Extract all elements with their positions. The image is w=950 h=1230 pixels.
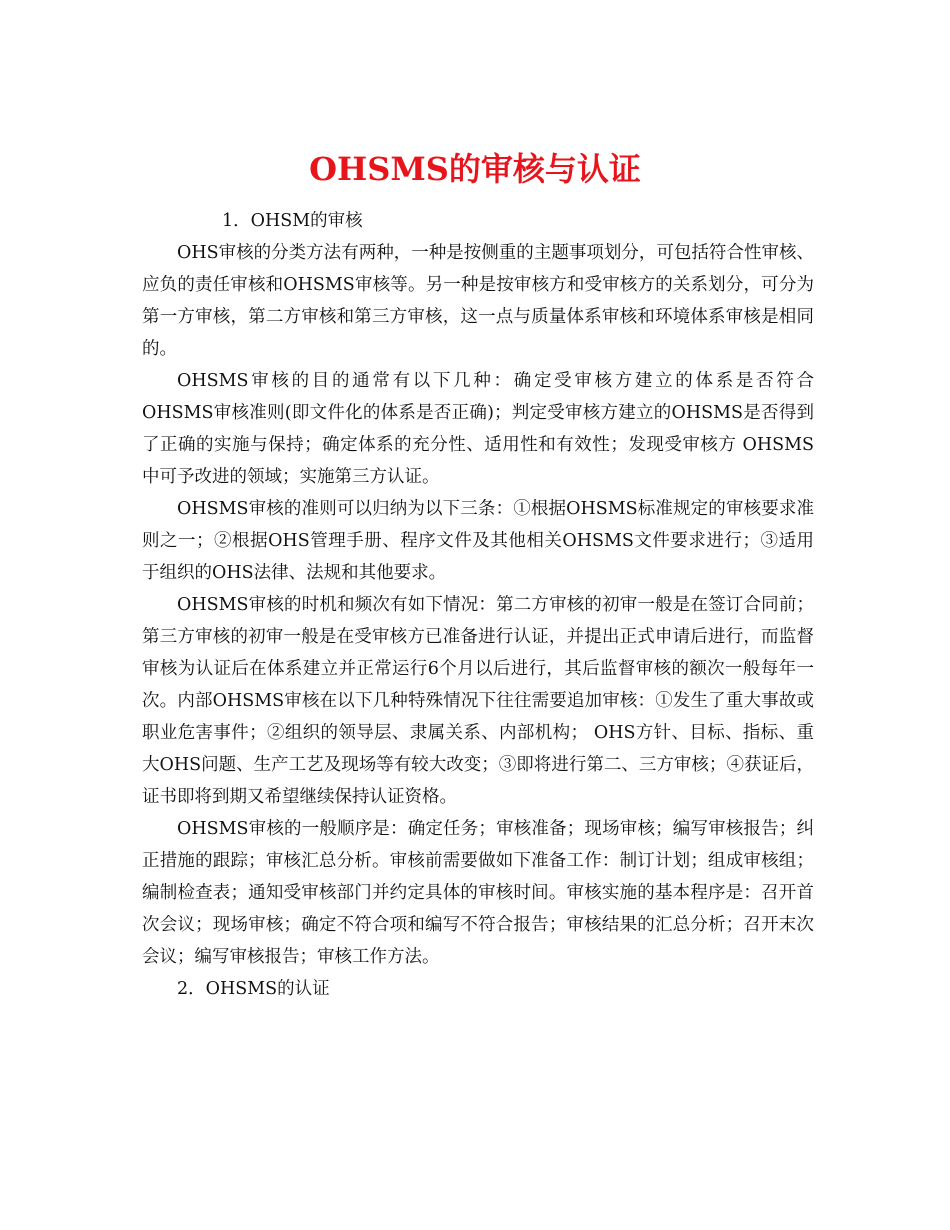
paragraph-audit-criteria: OHSMS审核的准则可以归纳为以下三条：①根据OHSMS标准规定的审核要求准则之一；②根据OHS管理手册、程序文件及其他相关OHSMS文件要求进行；③适用于组织的OHS法律、法规和其他要求。: [142, 499, 814, 583]
section-heading-audit: 1．OHSM的审核: [222, 211, 363, 231]
paragraph-audit-timing: OHSMS审核的时机和频次有如下情况：第二方审核的初审一般是在签订合同前；第三方审核的初审一般是在受审核方已准备进行认证，并提出正式申请后进行，而监督审核为认证后在体系建立并正常运行6个月以后进行，其后监督审核的额次一般每年一次。内部OHSMS审核在以下几种特殊情况下往往需要追加审核：①发生了重大事故或职业危害事件；②组织的领导层、隶属关系、内部机构； OHS方针、目标、指标、重大OHS问题、生产工艺及现场等有较大改变；③即将进行第二、三方审核；④获证后，证书即将到期又希望继续保持认证资格。: [142, 595, 814, 807]
paragraph-audit-purpose: OHSMS审核的目的通常有以下几种：确定受审核方建立的体系是否符合 OHSMS审核准则(即文件化的体系是否正确)；判定受审核方建立的OHSMS是否得到了正确的实施与保持；确定体系的充分性、适用性和有效性；发现受审核方 OHSMS中可予改进的领域；实施第三方认证。: [142, 371, 814, 487]
document-body: [142, 205, 814, 1005]
document-title: OHSMS的审核与认证: [309, 150, 641, 189]
paragraph-audit-classification: OHS审核的分类方法有两种，一种是按侧重的主题事项划分，可包括符合性审核、应负的责任审核和OHSMS审核等。另一种是按审核方和受审核方的关系划分，可分为第一方审核，第二方审核和第三方审核，这一点与质量体系审核和环境体系审核是相同的。: [142, 243, 814, 359]
section-heading-certification: 2．OHSMS的认证: [177, 979, 330, 999]
paragraph-audit-sequence: OHSMS审核的一般顺序是：确定任务；审核准备；现场审核；编写审核报告；纠正措施的跟踪；审核汇总分析。审核前需要做如下准备工作：制订计划；组成审核组；编制检查表；通知受审核部门并约定具体的审核时间。审核实施的基本程序是：召开首次会议；现场审核；确定不符合项和编写不符合报告；审核结果的汇总分析；召开末次会议；编写审核报告；审核工作方法。: [142, 819, 814, 967]
